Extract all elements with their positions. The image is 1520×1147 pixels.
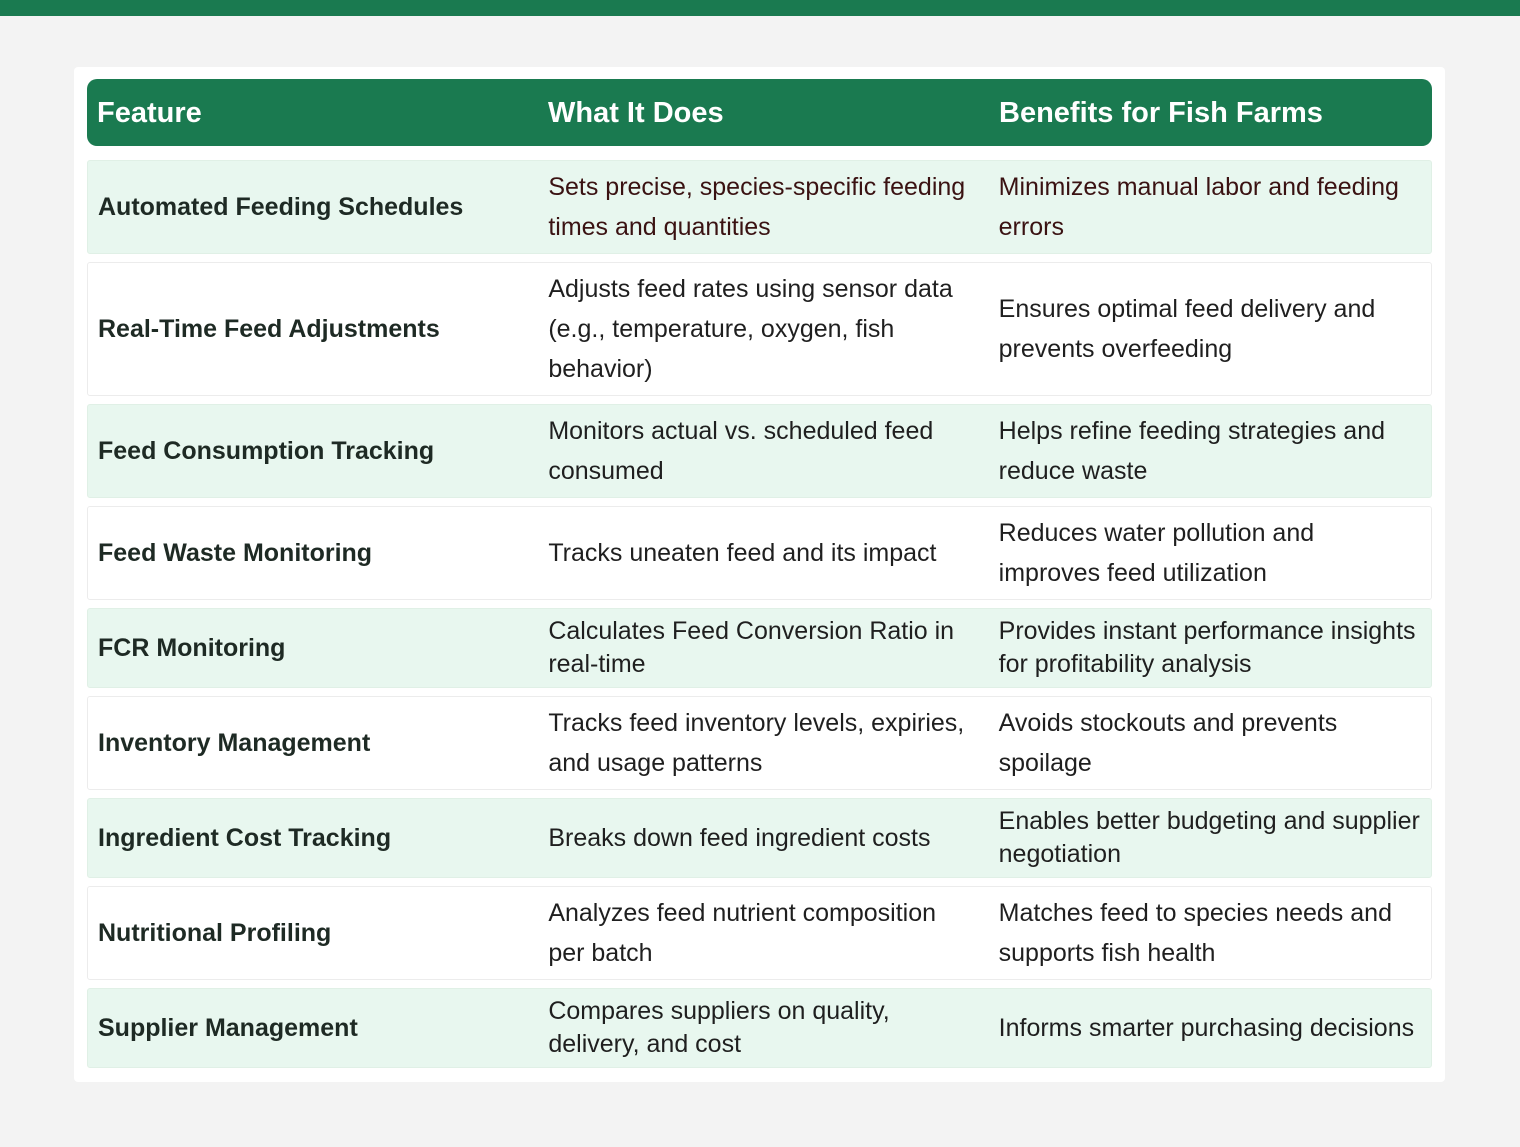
benefit-cell: Matches feed to species needs and supports fish health bbox=[998, 899, 1392, 967]
feature-cell: Supplier Management bbox=[98, 1013, 358, 1042]
table-row bbox=[87, 988, 1432, 1068]
feature-cell: Automated Feeding Schedules bbox=[98, 193, 464, 221]
table-row bbox=[87, 608, 1432, 688]
benefit-cell: Provides instant performance insights for profitability analysis bbox=[998, 617, 1416, 678]
what-it-does-cell: Calculates Feed Conversion Ratio in real-time bbox=[548, 617, 955, 678]
feature-cell: Inventory Management bbox=[98, 729, 371, 757]
top-accent-bar bbox=[0, 0, 1520, 16]
table-row bbox=[87, 404, 1432, 498]
table-row bbox=[87, 696, 1432, 790]
benefit-cell: Avoids stockouts and prevents spoilage bbox=[998, 709, 1338, 777]
benefit-cell: Enables better budgeting and supplier negotiation bbox=[998, 807, 1420, 868]
header-feature: Feature bbox=[97, 96, 202, 129]
benefit-cell: Ensures optimal feed delivery and prevents overfeeding bbox=[998, 295, 1376, 363]
feature-cell: Nutritional Profiling bbox=[98, 919, 332, 947]
benefit-cell: Informs smarter purchasing decisions bbox=[998, 1013, 1415, 1042]
table-row bbox=[87, 160, 1432, 254]
header-what-it-does: What It Does bbox=[548, 96, 724, 129]
table-row bbox=[87, 886, 1432, 980]
header-benefits: Benefits for Fish Farms bbox=[999, 96, 1323, 129]
benefit-cell: Helps refine feeding strategies and reduce waste bbox=[998, 417, 1386, 485]
feature-cell: Ingredient Cost Tracking bbox=[98, 823, 392, 852]
benefit-cell: Reduces water pollution and improves feed utilization bbox=[998, 519, 1315, 587]
table-header-row bbox=[87, 79, 1432, 146]
feature-table bbox=[87, 79, 1432, 1076]
what-it-does-cell: Sets precise, species-specific feeding times and quantities bbox=[548, 173, 966, 241]
what-it-does-cell: Adjusts feed rates using sensor data (e.g., temperature, oxygen, fish behavior) bbox=[548, 275, 953, 383]
feature-cell: Feed Consumption Tracking bbox=[98, 437, 435, 465]
benefit-cell: Minimizes manual labor and feeding errors bbox=[998, 173, 1399, 241]
what-it-does-cell: Breaks down feed ingredient costs bbox=[548, 823, 931, 852]
feature-cell: FCR Monitoring bbox=[98, 633, 286, 662]
table-row bbox=[87, 798, 1432, 878]
table-row bbox=[87, 262, 1432, 396]
what-it-does-cell: Tracks uneaten feed and its impact bbox=[548, 539, 937, 567]
feature-cell: Feed Waste Monitoring bbox=[98, 539, 373, 567]
what-it-does-cell: Compares suppliers on quality, delivery, and cost bbox=[548, 997, 890, 1058]
feature-cell: Real-Time Feed Adjustments bbox=[98, 315, 440, 343]
table-card bbox=[74, 67, 1445, 1082]
what-it-does-cell: Monitors actual vs. scheduled feed consumed bbox=[548, 417, 934, 485]
what-it-does-cell: Tracks feed inventory levels, expiries, and usage patterns bbox=[548, 709, 965, 777]
what-it-does-cell: Analyzes feed nutrient composition per batch bbox=[548, 899, 937, 967]
table-row bbox=[87, 506, 1432, 600]
